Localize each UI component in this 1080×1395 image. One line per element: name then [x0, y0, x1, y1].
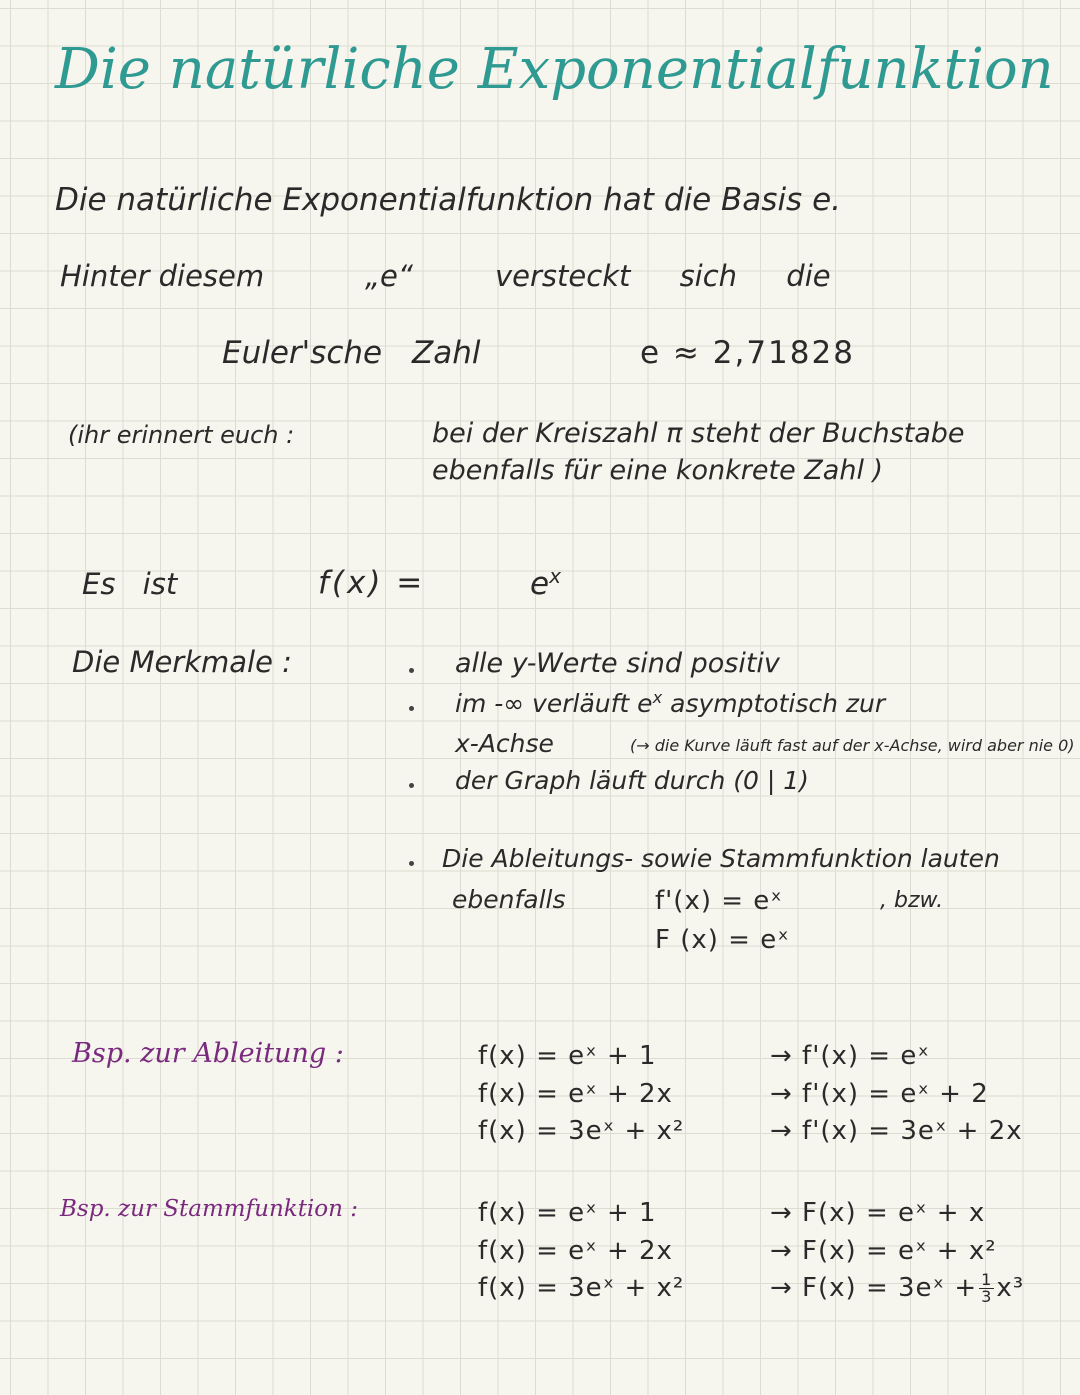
- definition-exponent: x: [549, 564, 561, 588]
- euler-number-label: Euler'sche Zahl: [222, 335, 481, 371]
- feature-item-2-note: (→ die Kurve läuft fast auf der x-Achse, wird aber nie 0): [630, 736, 1075, 755]
- examples-derivative-left: [478, 1038, 684, 1151]
- intro-line-1: Die natürliche Exponentialfunktion hat die Basis e.: [55, 182, 841, 218]
- note-right-2: ebenfalls für eine konkrete Zahl ): [432, 455, 884, 486]
- feature-item-4d: , bzw.: [880, 888, 944, 913]
- feature-item-4b: ebenfalls: [452, 885, 566, 914]
- intro-line-2a: Hinter diesem: [60, 259, 265, 293]
- derivative-left-1: f(x) = eˣ + 1: [478, 1041, 657, 1071]
- feature-item-2c: x: [652, 688, 663, 707]
- antiderivative-right-2: → F(x) = eˣ + x²: [770, 1235, 997, 1266]
- feature-item-2a: im -∞ verläuft: [455, 688, 630, 718]
- antiderivative-right-3b: x³: [996, 1273, 1025, 1304]
- feature-item-2e: x-Achse: [455, 729, 554, 758]
- antiderivative-left-3: f(x) = 3eˣ + x²: [478, 1273, 685, 1304]
- feature-item-2: [455, 690, 885, 716]
- fraction-denominator: 3: [981, 1287, 993, 1307]
- derivative-right-3: → f'(x) = 3eˣ + 2x: [770, 1116, 1023, 1147]
- bullet-3: [409, 783, 414, 788]
- definition-rhs: [530, 564, 561, 603]
- note-left: (ihr erinnert euch :: [68, 421, 295, 449]
- derivative-left-3: f(x) = 3eˣ + x²: [478, 1116, 685, 1147]
- bullet-1: [409, 668, 414, 673]
- intro-line-2b: „e“: [365, 259, 413, 293]
- antiderivative-right-1: → F(x) = eˣ + x: [770, 1198, 986, 1228]
- definition-lhs: f(x) =: [318, 565, 426, 601]
- antiderivative-right-3a: → F(x) = 3eˣ +: [770, 1273, 978, 1304]
- definition-base: e: [530, 566, 550, 603]
- intro-line-2c: versteckt sich die: [495, 259, 831, 293]
- examples-derivative-label: Bsp. zur Ableitung :: [72, 1038, 344, 1069]
- feature-item-2d: asymptotisch zur: [670, 688, 886, 718]
- antiderivative-right-3: [770, 1270, 1024, 1308]
- feature-item-4e: F (x) = eˣ: [655, 925, 790, 955]
- fraction-numerator: 1: [981, 1270, 993, 1290]
- examples-derivative-right: [770, 1038, 1023, 1151]
- feature-item-3: der Graph läuft durch (0 | 1): [455, 766, 809, 795]
- fraction-one-third: [979, 1272, 994, 1305]
- definition-label: Es ist: [82, 567, 178, 601]
- feature-item-2b: e: [637, 688, 653, 718]
- bullet-4: [409, 861, 414, 866]
- antiderivative-left-2: f(x) = eˣ + 2x: [478, 1235, 673, 1266]
- feature-item-1: alle y-Werte sind positiv: [455, 648, 780, 679]
- feature-item-4c: f'(x) = eˣ: [655, 886, 783, 916]
- derivative-right-1: → f'(x) = eˣ: [770, 1041, 930, 1071]
- derivative-right-2: → f'(x) = eˣ + 2: [770, 1078, 989, 1109]
- note-right-1: bei der Kreiszahl π steht der Buchstabe: [432, 418, 965, 449]
- examples-antiderivative-label: Bsp. zur Stammfunktion :: [60, 1196, 359, 1222]
- antiderivative-left-1: f(x) = eˣ + 1: [478, 1198, 657, 1228]
- feature-item-4a: Die Ableitungs- sowie Stammfunktion lauten: [442, 844, 1000, 873]
- derivative-left-2: f(x) = eˣ + 2x: [478, 1078, 673, 1109]
- euler-number-value: e ≈ 2,71828: [640, 335, 855, 371]
- page-title: Die natürliche Exponentialfunktion: [55, 37, 1054, 102]
- examples-antiderivative-left: [478, 1195, 684, 1308]
- bullet-2: [409, 706, 414, 711]
- examples-antiderivative-right: [770, 1195, 1024, 1308]
- features-label: Die Merkmale :: [72, 645, 292, 679]
